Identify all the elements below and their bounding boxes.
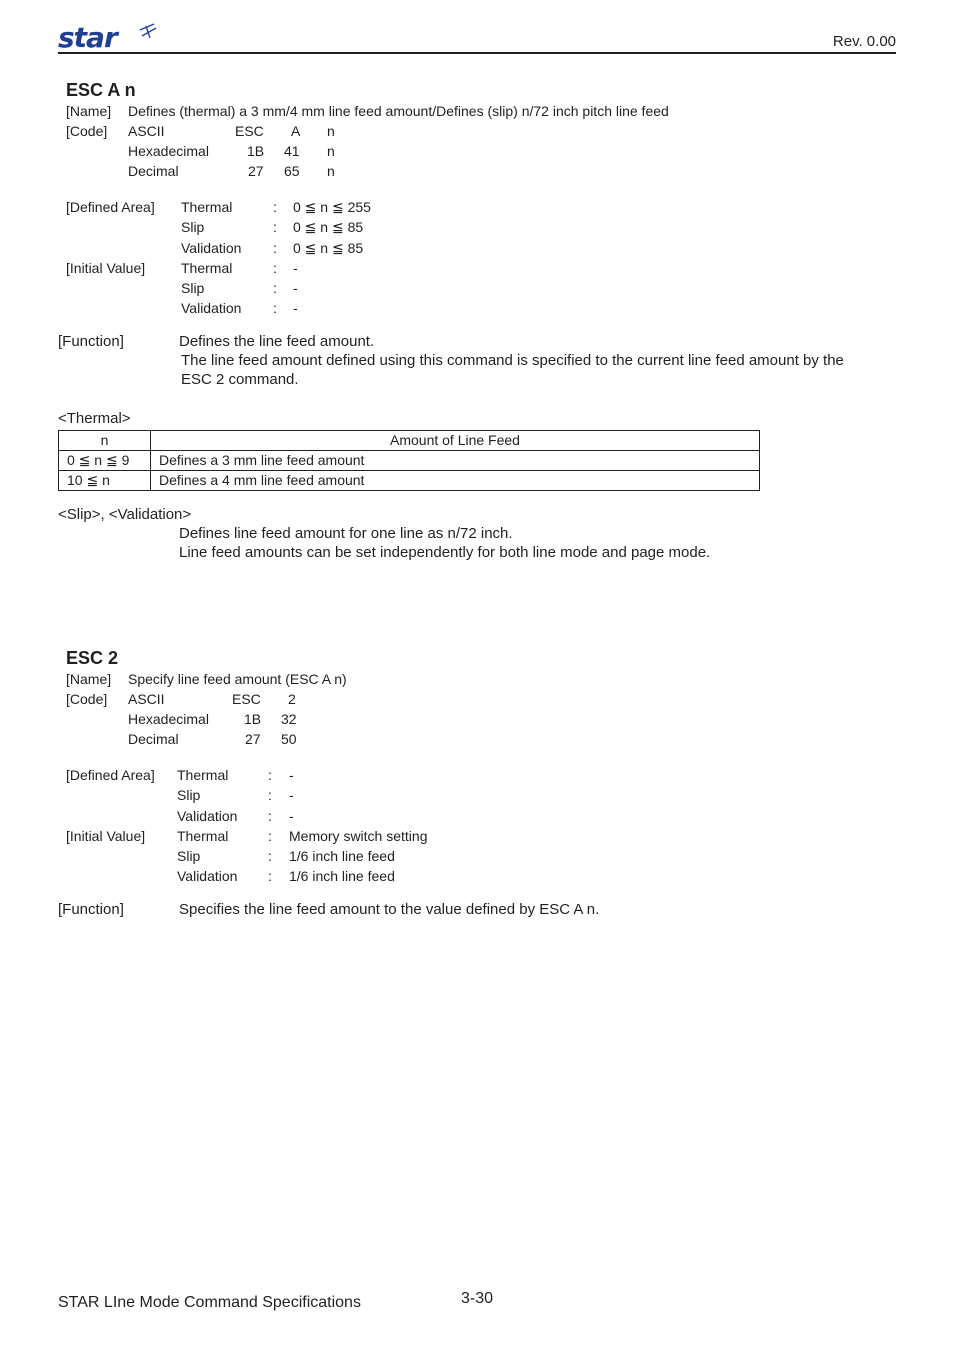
initial-value-label: [Initial Value]	[66, 260, 146, 276]
initial-value: -	[293, 300, 298, 316]
code-byte: 1B	[247, 143, 265, 159]
range-value: -	[289, 787, 294, 803]
defined-area-label: [Defined Area]	[66, 767, 155, 783]
section-title-esc-2: ESC 2	[66, 648, 119, 668]
mode-label: Slip	[181, 219, 205, 235]
mode-label: Thermal	[177, 828, 229, 844]
function-text: Defines the line feed amount.	[179, 333, 375, 350]
mode-label: Thermal	[181, 199, 233, 215]
star-logo	[58, 22, 158, 52]
revision-label: Rev. 0.00	[832, 33, 896, 50]
code-byte: 50	[281, 731, 297, 747]
mode-label: Validation	[177, 808, 238, 824]
initial-value: -	[293, 280, 298, 296]
function-label: [Function]	[58, 333, 124, 350]
code-byte: 27	[248, 163, 264, 179]
range-value: 0 ≦ n ≦ 85	[293, 219, 364, 235]
colon: :	[273, 219, 277, 235]
code-format: Hexadecimal	[128, 711, 209, 727]
table-cell: Defines a 4 mm line feed amount	[151, 471, 760, 491]
defined-area-label: [Defined Area]	[66, 199, 155, 215]
name-label: [Name]	[66, 103, 112, 119]
code-format: Hexadecimal	[128, 143, 209, 159]
function-text: Specifies the line feed amount to the value defined by ESC A n.	[179, 901, 600, 918]
code-byte: 65	[284, 163, 300, 179]
table-header-cell: Amount of Line Feed	[151, 431, 760, 451]
code-format: ASCII	[128, 123, 165, 139]
thermal-heading: <Thermal>	[58, 410, 131, 427]
code-byte: 2	[288, 691, 296, 707]
mode-label: Slip	[181, 280, 205, 296]
mode-label: Thermal	[177, 767, 229, 783]
mode-label: Validation	[181, 300, 242, 316]
colon: :	[273, 260, 277, 276]
page-number: 3-30	[461, 1290, 494, 1307]
initial-value: 1/6 inch line feed	[289, 848, 395, 864]
code-label: [Code]	[66, 123, 108, 139]
initial-value-label: [Initial Value]	[66, 828, 146, 844]
colon: :	[273, 280, 277, 296]
colon: :	[268, 868, 272, 884]
name-label: [Name]	[66, 671, 112, 687]
colon: :	[273, 199, 277, 215]
code-byte: 41	[284, 143, 300, 159]
mode-label: Slip	[177, 848, 201, 864]
name-value: Specify line feed amount (ESC A n)	[128, 671, 347, 687]
slip-validation-heading: <Slip>, <Validation>	[58, 506, 192, 523]
range-value: 0 ≦ n ≦ 255	[293, 199, 371, 215]
table-header-cell: n	[59, 431, 151, 451]
colon: :	[268, 767, 272, 783]
section-title-esc-a-n: ESC A n	[66, 80, 136, 100]
name-value: Defines (thermal) a 3 mm/4 mm line feed amount/Defines (slip) n/72 inch pitch line feed	[128, 103, 669, 119]
table-header-row	[59, 431, 760, 451]
colon: :	[268, 808, 272, 824]
table-row	[59, 451, 760, 471]
function-label: [Function]	[58, 901, 124, 918]
svg-text:star: star	[58, 22, 117, 52]
colon: :	[268, 848, 272, 864]
mode-label: Validation	[177, 868, 238, 884]
code-byte: 32	[281, 711, 297, 727]
footer-doc-title: STAR LIne Mode Command Specifications	[58, 1294, 361, 1311]
code-format: Decimal	[128, 731, 179, 747]
code-label: [Code]	[66, 691, 108, 707]
code-byte: n	[327, 143, 335, 159]
mode-label: Thermal	[181, 260, 233, 276]
initial-value: -	[293, 260, 298, 276]
table-cell: Defines a 3 mm line feed amount	[151, 451, 760, 471]
line-feed-table	[58, 430, 760, 491]
table-cell: 10 ≦ n	[59, 471, 151, 491]
code-byte: ESC	[235, 123, 264, 139]
range-value: -	[289, 808, 294, 824]
range-value: -	[289, 767, 294, 783]
slip-text: Defines line feed amount for one line as n/72 inch.	[179, 525, 513, 542]
slip-text: Line feed amounts can be set independently for both line mode and page mode.	[179, 544, 711, 561]
colon: :	[268, 787, 272, 803]
colon: :	[273, 240, 277, 256]
range-value: 0 ≦ n ≦ 85	[293, 240, 364, 256]
code-format: Decimal	[128, 163, 179, 179]
code-byte: n	[327, 123, 335, 139]
colon: :	[273, 300, 277, 316]
code-byte: A	[291, 123, 301, 139]
mode-label: Slip	[177, 787, 201, 803]
code-byte: 1B	[244, 711, 262, 727]
function-text: The line feed amount defined using this command is specified to the current line feed amount by the	[181, 352, 844, 369]
initial-value: Memory switch setting	[289, 828, 428, 844]
code-byte: 27	[245, 731, 261, 747]
header-rule	[58, 52, 896, 54]
function-text: ESC 2 command.	[181, 371, 299, 388]
code-byte: n	[327, 163, 335, 179]
code-byte: ESC	[232, 691, 261, 707]
mode-label: Validation	[181, 240, 242, 256]
code-format: ASCII	[128, 691, 165, 707]
table-cell: 0 ≦ n ≦ 9	[59, 451, 151, 471]
initial-value: 1/6 inch line feed	[289, 868, 395, 884]
table-row	[59, 471, 760, 491]
colon: :	[268, 828, 272, 844]
